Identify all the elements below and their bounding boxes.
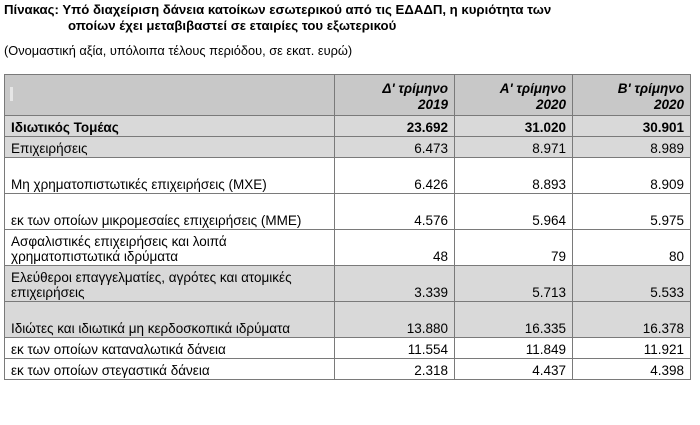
row-value: 23.692 (335, 116, 455, 137)
row-value: 3.339 (335, 266, 455, 302)
row-value: 11.554 (335, 338, 455, 359)
row-value: 5.713 (455, 266, 573, 302)
row-label: Μη χρηματοπιστωτικές επιχειρήσεις (ΜΧΕ) (5, 158, 335, 194)
row-value: 11.921 (573, 338, 691, 359)
table-row (5, 302, 691, 338)
header-q4-2019 (335, 75, 455, 116)
header-period: Β' τρίμηνο (617, 81, 684, 96)
row-label: εκ των οποίων καταναλωτικά δάνεια (5, 338, 335, 359)
row-value: 4.437 (455, 359, 573, 380)
row-value: 8.971 (455, 137, 573, 158)
row-value: 5.533 (573, 266, 691, 302)
row-label: Ασφαλιστικές επιχειρήσεις και λοιπά χρηματοπιστωτικά ιδρύματα (5, 230, 335, 266)
row-value: 80 (573, 230, 691, 266)
table-title-line2: οποίων έχει μεταβιβαστεί σε εταιρίες του εξωτερικού (68, 18, 397, 33)
row-value: 6.426 (335, 158, 455, 194)
row-value: 31.020 (455, 116, 573, 137)
corner-mark (10, 87, 13, 101)
header-year: 2019 (417, 97, 448, 112)
header-period: Δ' τρίμηνο (382, 81, 448, 96)
table-title-line1: Πίνακας: Υπό διαχείριση δάνεια κατοίκων εσωτερικού από τις ΕΔΑΔΠ, η κυριότητα των (4, 2, 552, 17)
row-value: 5.964 (455, 194, 573, 230)
header-q1-2020 (455, 75, 573, 116)
table-title (4, 2, 698, 34)
row-label: Ελεύθεροι επαγγελματίες, αγρότες και ατομικές επιχειρήσεις (5, 266, 335, 302)
table-row (5, 266, 691, 302)
header-year: 2020 (535, 97, 566, 112)
header-row (5, 75, 691, 116)
table-row (5, 359, 691, 380)
row-value: 8.893 (455, 158, 573, 194)
row-value: 4.398 (573, 359, 691, 380)
table-row (5, 230, 691, 266)
row-value: 8.909 (573, 158, 691, 194)
row-value: 48 (335, 230, 455, 266)
table-body (5, 116, 691, 380)
row-value: 6.473 (335, 137, 455, 158)
row-label: Ιδιώτες και ιδιωτικά μη κερδοσκοπικά ιδρύματα (5, 302, 335, 338)
row-value: 2.318 (335, 359, 455, 380)
row-value: 79 (455, 230, 573, 266)
row-label: εκ των οποίων στεγαστικά δάνεια (5, 359, 335, 380)
row-label: Ιδιωτικός Τομέας (5, 116, 335, 137)
row-label: Επιχειρήσεις (5, 137, 335, 158)
row-value: 16.335 (455, 302, 573, 338)
loans-table (4, 74, 691, 380)
table-row (5, 194, 691, 230)
table-row (5, 338, 691, 359)
row-value: 30.901 (573, 116, 691, 137)
row-value: 5.975 (573, 194, 691, 230)
row-value: 11.849 (455, 338, 573, 359)
row-value: 13.880 (335, 302, 455, 338)
row-value: 16.378 (573, 302, 691, 338)
table-subtitle: (Ονομαστική αξία, υπόλοιπα τέλους περιόδου, σε εκατ. ευρώ) (4, 43, 353, 58)
header-corner-cell (5, 75, 335, 116)
row-value: 8.989 (573, 137, 691, 158)
row-value: 4.576 (335, 194, 455, 230)
table-row (5, 116, 691, 137)
row-label: εκ των οποίων μικρομεσαίες επιχειρήσεις (ΜΜΕ) (5, 194, 335, 230)
header-period: Α' τρίμηνο (499, 81, 566, 96)
table-row (5, 158, 691, 194)
header-year: 2020 (653, 97, 684, 112)
table-row (5, 137, 691, 158)
header-q2-2020 (573, 75, 691, 116)
